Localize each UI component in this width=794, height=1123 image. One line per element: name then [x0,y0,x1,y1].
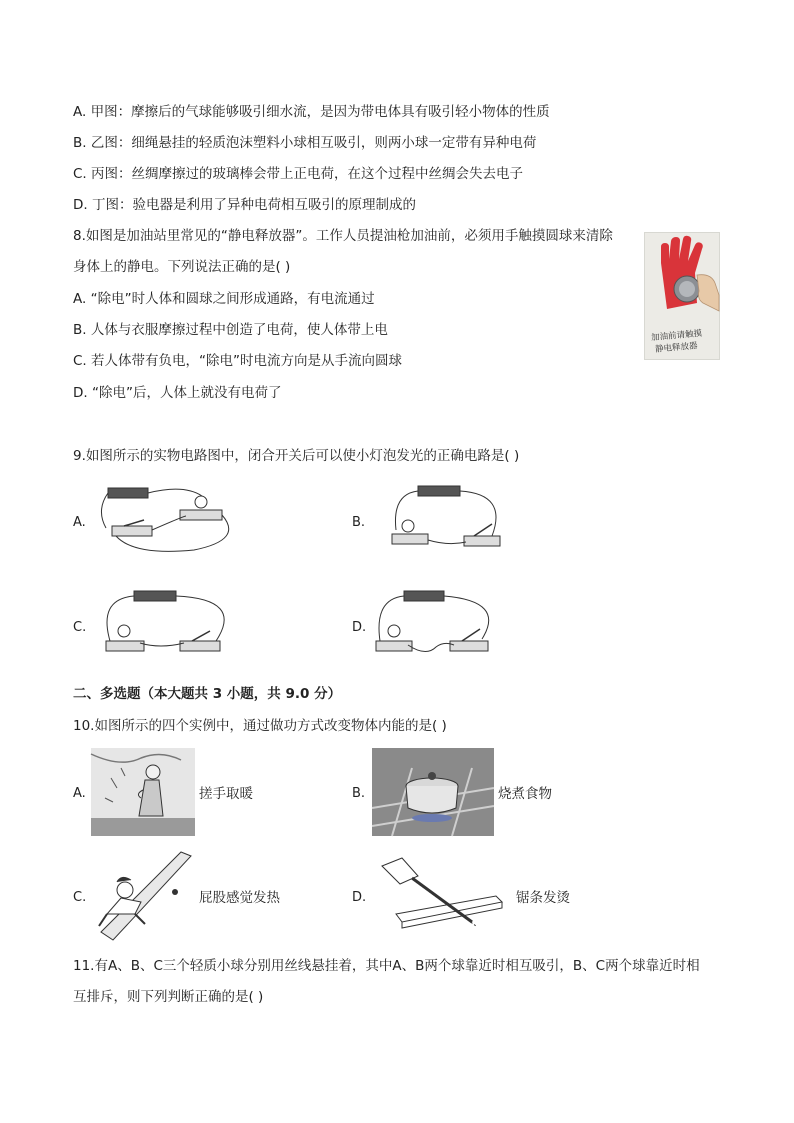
q7-option-b: B. 乙图：细绳悬挂的轻质泡沫塑料小球相互吸引，则两小球一定带有异种电荷 [73,135,537,151]
q10-caption-b: 烧煮食物 [498,786,552,802]
q10-label-a: A. [73,786,86,801]
q9-label-d: D. [352,620,367,635]
q8-stem-line1: 8.如图是加油站里常见的“静电释放器”。工作人员提油枪加油前，必须用手触摸圆球来清除 [73,228,613,244]
static-discharger-photo [644,232,720,360]
q7-option-a: A. 甲图：摩擦后的气球能够吸引细水流，是因为带电体具有吸引轻小物体的性质 [73,104,550,120]
circuit-diagram-b [378,480,528,560]
q8-option-b: B. 人体与衣服摩擦过程中创造了电荷，使人体带上电 [73,322,388,338]
section-heading-multiple-choice: 二、多选题（本大题共 3 小题，共 9.0 分） [73,686,342,702]
q10-label-c: C. [73,890,87,905]
q7-option-c: C. 丙图：丝绸摩擦过的玻璃棒会带上正电荷，在这个过程中丝绸会失去电子 [73,166,524,182]
q7-option-d: D. 丁图：验电器是利用了异种电荷相互吸引的原理制成的 [73,197,416,213]
q11-stem-line1: 11.有A、B、C三个轻质小球分别用丝线悬挂着，其中A、B两个球靠近时相互吸引，B、C两个球靠近时相 [73,958,700,974]
sawing-wood-picture [372,856,512,936]
circuit-diagram-d [366,585,516,665]
q8-stem-line2: 身体上的静电。下列说法正确的是( ) [73,259,291,275]
child-on-slide-picture [91,852,195,942]
q8-option-c: C. 若人体带有负电，“除电”时电流方向是从手流向圆球 [73,353,402,369]
q10-stem: 10.如图所示的四个实例中，通过做功方式改变物体内能的是( ) [73,718,447,734]
circuit-diagram-c [94,585,244,665]
q10-label-b: B. [352,786,366,801]
q9-label-c: C. [73,620,87,635]
q9-label-b: B. [352,515,366,530]
q9-stem: 9.如图所示的实物电路图中，闭合开关后可以使小灯泡发光的正确电路是( ) [73,448,520,464]
q9-label-a: A. [73,515,86,530]
q10-caption-a: 搓手取暖 [199,786,253,802]
q8-option-d: D. “除电”后，人体上就没有电荷了 [73,385,282,401]
q10-caption-c: 屁股感觉发热 [199,890,280,906]
q10-caption-d: 锯条发烫 [516,890,570,906]
q11-stem-line2: 互排斥，则下列判断正确的是( ) [73,989,264,1005]
rubbing-hands-picture [91,748,195,836]
sign-text-1: 加油前请触摸 [650,328,703,344]
sign-text-2: 静电释放器 [654,341,698,355]
cooking-pot-picture [372,748,494,836]
circuit-diagram-a [94,480,244,560]
q10-label-d: D. [352,890,367,905]
q8-option-a: A. “除电”时人体和圆球之间形成通路，有电流通过 [73,291,375,307]
